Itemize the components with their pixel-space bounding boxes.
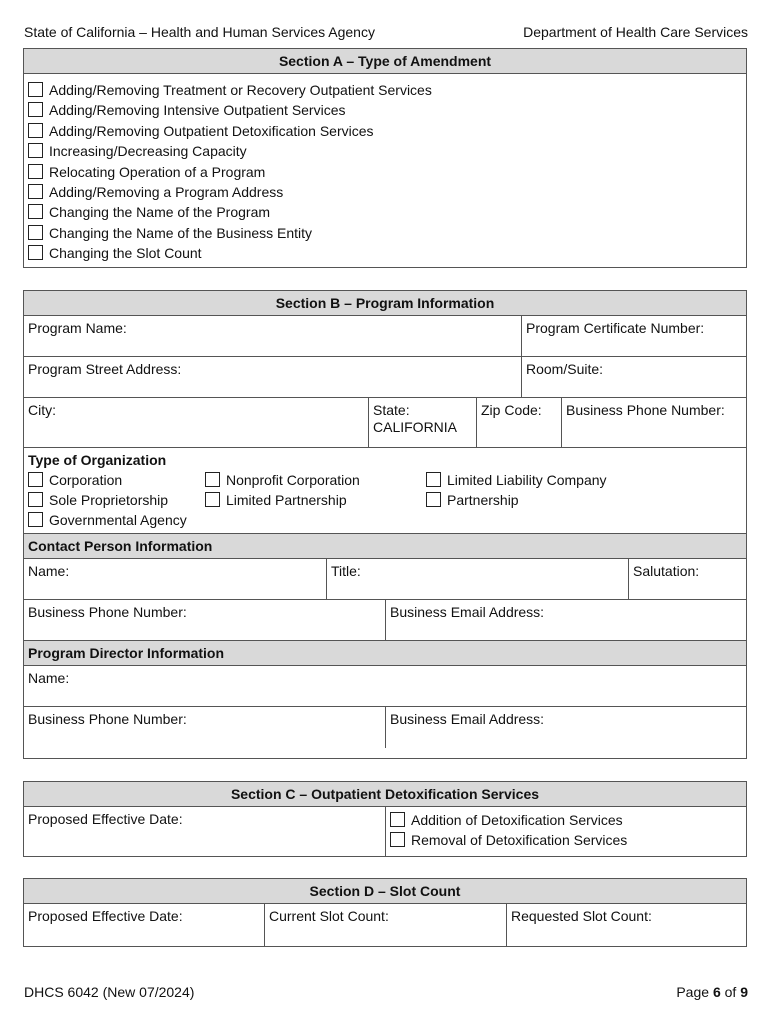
org-option-lp[interactable]: Limited Partnership <box>205 490 347 510</box>
page-footer <box>24 984 748 1000</box>
amendment-option[interactable]: Changing the Name of the Business Entity <box>24 223 746 243</box>
amendment-option[interactable]: Relocating Operation of a Program <box>24 162 746 182</box>
director-name-row <box>24 666 746 707</box>
detox-effective-date-field[interactable]: Proposed Effective Date: <box>24 807 386 856</box>
checkbox[interactable] <box>28 123 43 138</box>
detox-row <box>24 807 746 856</box>
checkbox[interactable] <box>28 184 43 199</box>
section-a <box>23 48 747 268</box>
section-a-title: Section A – Type of Amendment <box>24 49 746 74</box>
amendment-option[interactable]: Adding/Removing Outpatient Detoxification Services <box>24 121 746 141</box>
contact-title-field[interactable]: Title: <box>327 559 629 599</box>
org-option-nonprofit[interactable]: Nonprofit Corporation <box>205 470 360 490</box>
checkbox[interactable] <box>205 492 220 507</box>
checkbox[interactable] <box>28 225 43 240</box>
org-option-gov[interactable]: Governmental Agency <box>28 510 187 530</box>
section-b <box>23 290 747 759</box>
checkbox[interactable] <box>28 492 43 507</box>
detox-option-remove[interactable]: Removal of Detoxification Services <box>390 830 742 850</box>
contact-name-field[interactable]: Name: <box>24 559 327 599</box>
org-option-partnership[interactable]: Partnership <box>426 490 519 510</box>
slot-count-row <box>24 904 746 946</box>
amendment-option[interactable]: Changing the Slot Count <box>24 243 746 263</box>
program-name-row <box>24 316 746 357</box>
amendment-option[interactable]: Adding/Removing a Program Address <box>24 182 746 202</box>
director-phone-field[interactable]: Business Phone Number: <box>24 707 386 748</box>
detox-option-add[interactable]: Addition of Detoxification Services <box>390 810 742 830</box>
checkbox[interactable] <box>28 143 43 158</box>
checkbox[interactable] <box>426 472 441 487</box>
business-phone-field[interactable]: Business Phone Number: <box>566 402 725 418</box>
contact-name-row <box>24 559 746 600</box>
section-d <box>23 878 747 947</box>
agency-name: State of California – Health and Human Services Agency <box>24 24 375 40</box>
org-option-corporation[interactable]: Corporation <box>28 470 122 490</box>
form-id: DHCS 6042 (New 07/2024) <box>24 984 195 1000</box>
checkbox[interactable] <box>390 832 405 847</box>
checkbox[interactable] <box>28 82 43 97</box>
department-name: Department of Health Care Services <box>523 24 748 40</box>
salutation-field[interactable]: Salutation: <box>633 563 700 579</box>
section-b-title: Section B – Program Information <box>24 291 746 316</box>
amendment-option[interactable]: Adding/Removing Treatment or Recovery Outpatient Services <box>24 80 746 100</box>
room-suite-field[interactable]: Room/Suite: <box>526 361 604 377</box>
detox-options <box>386 807 746 856</box>
section-c-title: Section C – Outpatient Detoxification Services <box>24 782 746 807</box>
director-name-field[interactable]: Name: <box>28 670 70 686</box>
contact-person-title: Contact Person Information <box>24 534 746 559</box>
zip-field[interactable]: Zip Code: <box>477 398 562 447</box>
requested-slot-count-field[interactable]: Requested Slot Count: <box>511 908 652 924</box>
organization-type <box>24 448 746 534</box>
amendment-option[interactable]: Increasing/Decreasing Capacity <box>24 141 746 161</box>
program-name-field[interactable]: Program Name: <box>24 316 522 356</box>
section-d-title: Section D – Slot Count <box>24 879 746 904</box>
city-row <box>24 398 746 448</box>
state-field: State: CALIFORNIA <box>369 398 477 447</box>
checkbox[interactable] <box>426 492 441 507</box>
amendment-option[interactable]: Changing the Name of the Program <box>24 202 746 222</box>
org-option-llc[interactable]: Limited Liability Company <box>426 470 607 490</box>
director-phone-row <box>24 707 746 748</box>
checkbox[interactable] <box>28 512 43 527</box>
city-field[interactable]: City: <box>24 398 369 447</box>
program-director-title: Program Director Information <box>24 641 746 666</box>
amendment-options <box>24 74 746 264</box>
checkbox[interactable] <box>205 472 220 487</box>
street-address-field[interactable]: Program Street Address: <box>24 357 522 397</box>
checkbox[interactable] <box>390 812 405 827</box>
director-email-field[interactable]: Business Email Address: <box>390 711 545 727</box>
contact-email-field[interactable]: Business Email Address: <box>390 604 545 620</box>
slot-effective-date-field[interactable]: Proposed Effective Date: <box>24 904 265 946</box>
contact-phone-field[interactable]: Business Phone Number: <box>24 600 386 640</box>
checkbox[interactable] <box>28 204 43 219</box>
contact-phone-row <box>24 600 746 641</box>
checkbox[interactable] <box>28 472 43 487</box>
checkbox[interactable] <box>28 164 43 179</box>
page-header <box>24 24 748 44</box>
checkbox[interactable] <box>28 245 43 260</box>
state-value: CALIFORNIA <box>373 419 458 435</box>
org-type-title: Type of Organization <box>28 452 167 468</box>
current-slot-count-field[interactable]: Current Slot Count: <box>265 904 507 946</box>
page-number: Page 6 of 9 <box>676 984 748 1000</box>
amendment-option[interactable]: Adding/Removing Intensive Outpatient Services <box>24 100 746 120</box>
program-cert-field[interactable]: Program Certificate Number: <box>526 320 705 336</box>
checkbox[interactable] <box>28 102 43 117</box>
street-row <box>24 357 746 398</box>
org-option-sole[interactable]: Sole Proprietorship <box>28 490 168 510</box>
section-c <box>23 781 747 857</box>
